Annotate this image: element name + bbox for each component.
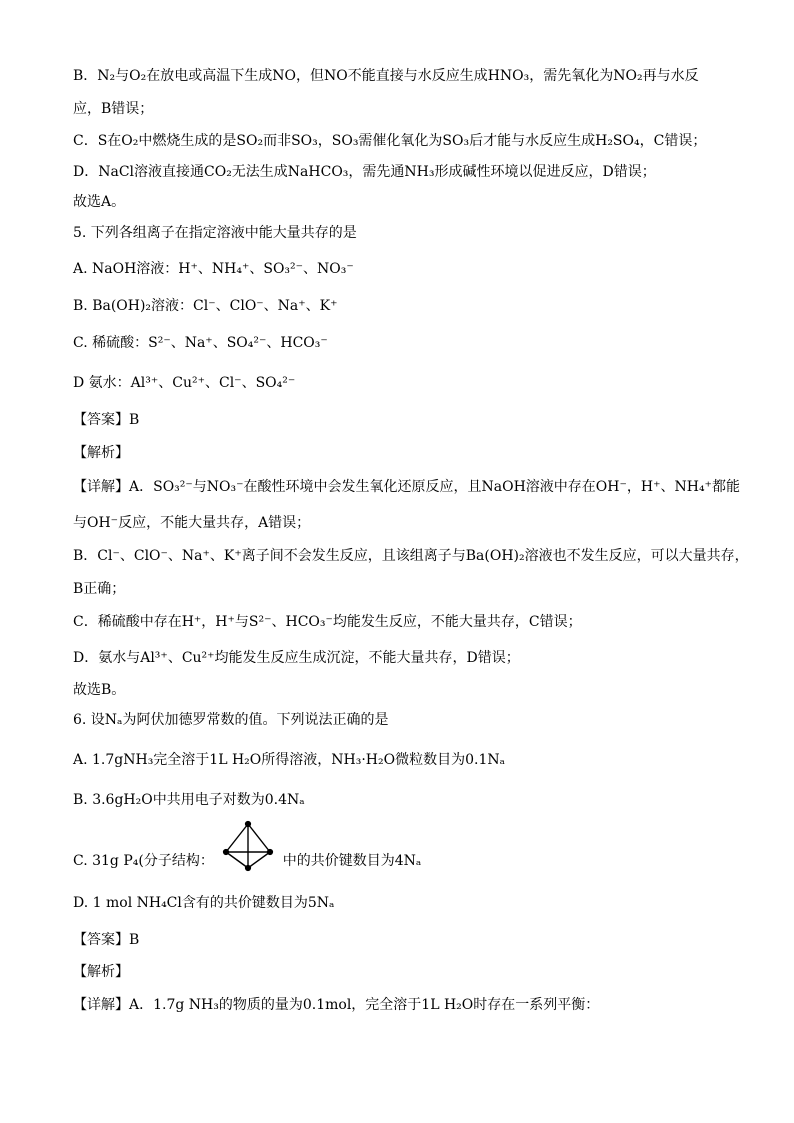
option-d: D. 1 mol NH₄Cl含有的共价键数目为5Nₐ [73,895,335,911]
option-d: D 氨水：Al³⁺、Cu²⁺、Cl⁻、SO₄²⁻ [73,375,296,391]
option-a: A. 1.7gNH₃完全溶于1L H₂O所得溶液，NH₃·H₂O微粒数目为0.1Nₐ [73,752,505,768]
text-line: B．N₂与O₂在放电或高温下生成NO，但NO不能直接与水反应生成HNO₃，需先氧化为NO₂再与水反 [73,68,699,84]
option-b: B. 3.6gH₂O中共用电子对数为0.4Nₐ [73,792,305,808]
answer-label: 【答案】B [73,932,140,948]
text-line: B正确； [73,581,126,597]
text-line: 故选B。 [73,682,126,698]
text-line: B．Cl⁻、ClO⁻、Na⁺、K⁺离子间不会发生反应，且该组离子与Ba(OH)₂溶液也不发生反应，可以大量共存， [73,548,749,564]
option-c-part1: C. 31g P₄(分子结构： [73,853,214,869]
option-b: B. Ba(OH)₂溶液：Cl⁻、ClO⁻、Na⁺、K⁺ [73,298,338,314]
text-line: 【详解】A．1.7g NH₃的物质的量为0.1mol，完全溶于1L H₂O时存在一系列平衡： [73,997,600,1013]
analysis-label: 【解析】 [73,445,129,461]
text-line: 【详解】A．SO₃²⁻与NO₃⁻在酸性环境中会发生氧化还原反应，且NaOH溶液中存在OH⁻，H⁺、NH₄⁺都能 [73,479,740,495]
text-line: C．S在O₂中燃烧生成的是SO₂而非SO₃，SO₃需催化氧化为SO₃后才能与水反应生成H₂SO₄，C错误； [73,133,707,149]
question-5-stem: 5. 下列各组离子在指定溶液中能大量共存的是 [73,225,357,241]
option-a: A. NaOH溶液：H⁺、NH₄⁺、SO₃²⁻、NO₃⁻ [73,261,354,277]
question-6-stem: 6. 设Nₐ为阿伏加德罗常数的值。下列说法正确的是 [73,712,389,728]
option-c: C. 稀硫酸：S²⁻、Na⁺、SO₄²⁻、HCO₃⁻ [73,335,328,351]
option-c-part2: 中的共价键数目为4Nₐ [282,853,422,869]
text-line: D．氨水与Al³⁺、Cu²⁺均能发生反应生成沉淀，不能大量共存，D错误； [73,650,520,666]
text-line: 应，B错误； [73,101,154,117]
p4-structure-diagram [220,842,276,880]
text-line: 与OH⁻反应，不能大量共存，A错误； [73,515,311,531]
text-line: 故选A。 [73,194,126,210]
analysis-label: 【解析】 [73,964,129,980]
option-c [73,842,421,880]
text-line: C．稀硫酸中存在H⁺，H⁺与S²⁻、HCO₃⁻均能发生反应，不能大量共存，C错误； [73,614,582,630]
text-line: D．NaCl溶液直接通CO₂无法生成NaHCO₃，需先通NH₃形成碱性环境以促进反应，D错误； [73,164,656,180]
answer-label: 【答案】B [73,412,140,428]
